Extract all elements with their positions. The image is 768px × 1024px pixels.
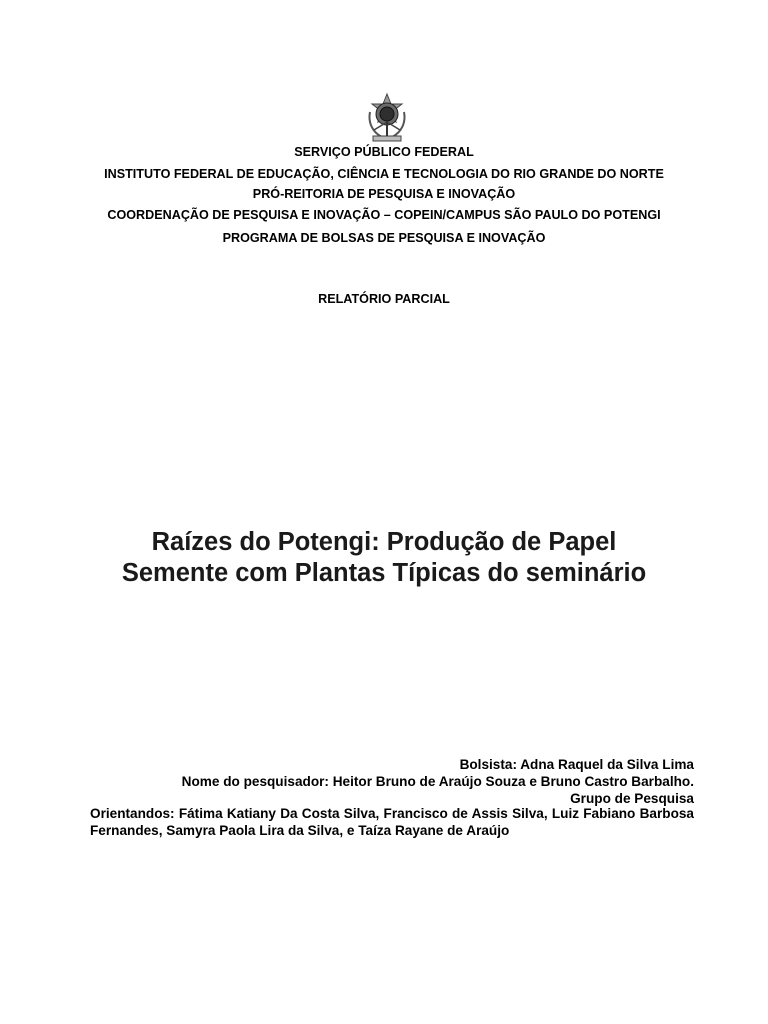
header-line-institute: INSTITUTO FEDERAL DE EDUCAÇÃO, CIÊNCIA E TECNOLOGIA DO RIO GRANDE DO NORTE (104, 167, 664, 181)
researcher-line: Nome do pesquisador: Heitor Bruno de Araújo Souza e Bruno Castro Barbalho. (181, 774, 694, 789)
document-title (40, 527, 728, 589)
brazil-coat-of-arms-icon (364, 92, 410, 144)
header-line-program: PROGRAMA DE BOLSAS DE PESQUISA E INOVAÇÃO (222, 231, 546, 245)
orientandos-paragraph: Orientandos: Fátima Katiany Da Costa Silva, Francisco de Assis Silva, Luiz Fabiano Barbosa Fernandes, Samyra Paola Lira da Silva, e Taíza Rayane de Araújo (90, 806, 694, 838)
header-line-coordination: COORDENAÇÃO DE PESQUISA E INOVAÇÃO – COPEIN/CAMPUS SÃO PAULO DO POTENGI (107, 208, 661, 222)
bolsista-line: Bolsista: Adna Raquel da Silva Lima (459, 757, 694, 772)
header-line-pro-rectory: PRÓ-REITORIA DE PESQUISA E INOVAÇÃO (252, 187, 516, 201)
title-line-1: Raízes do Potengi: Produção de Papel (151, 528, 617, 556)
title-line-2: Semente com Plantas Típicas do seminário (121, 559, 647, 587)
report-type: RELATÓRIO PARCIAL (318, 292, 450, 306)
header-line-service: SERVIÇO PÚBLICO FEDERAL (294, 145, 474, 159)
research-group-line: Grupo de Pesquisa (570, 791, 694, 806)
